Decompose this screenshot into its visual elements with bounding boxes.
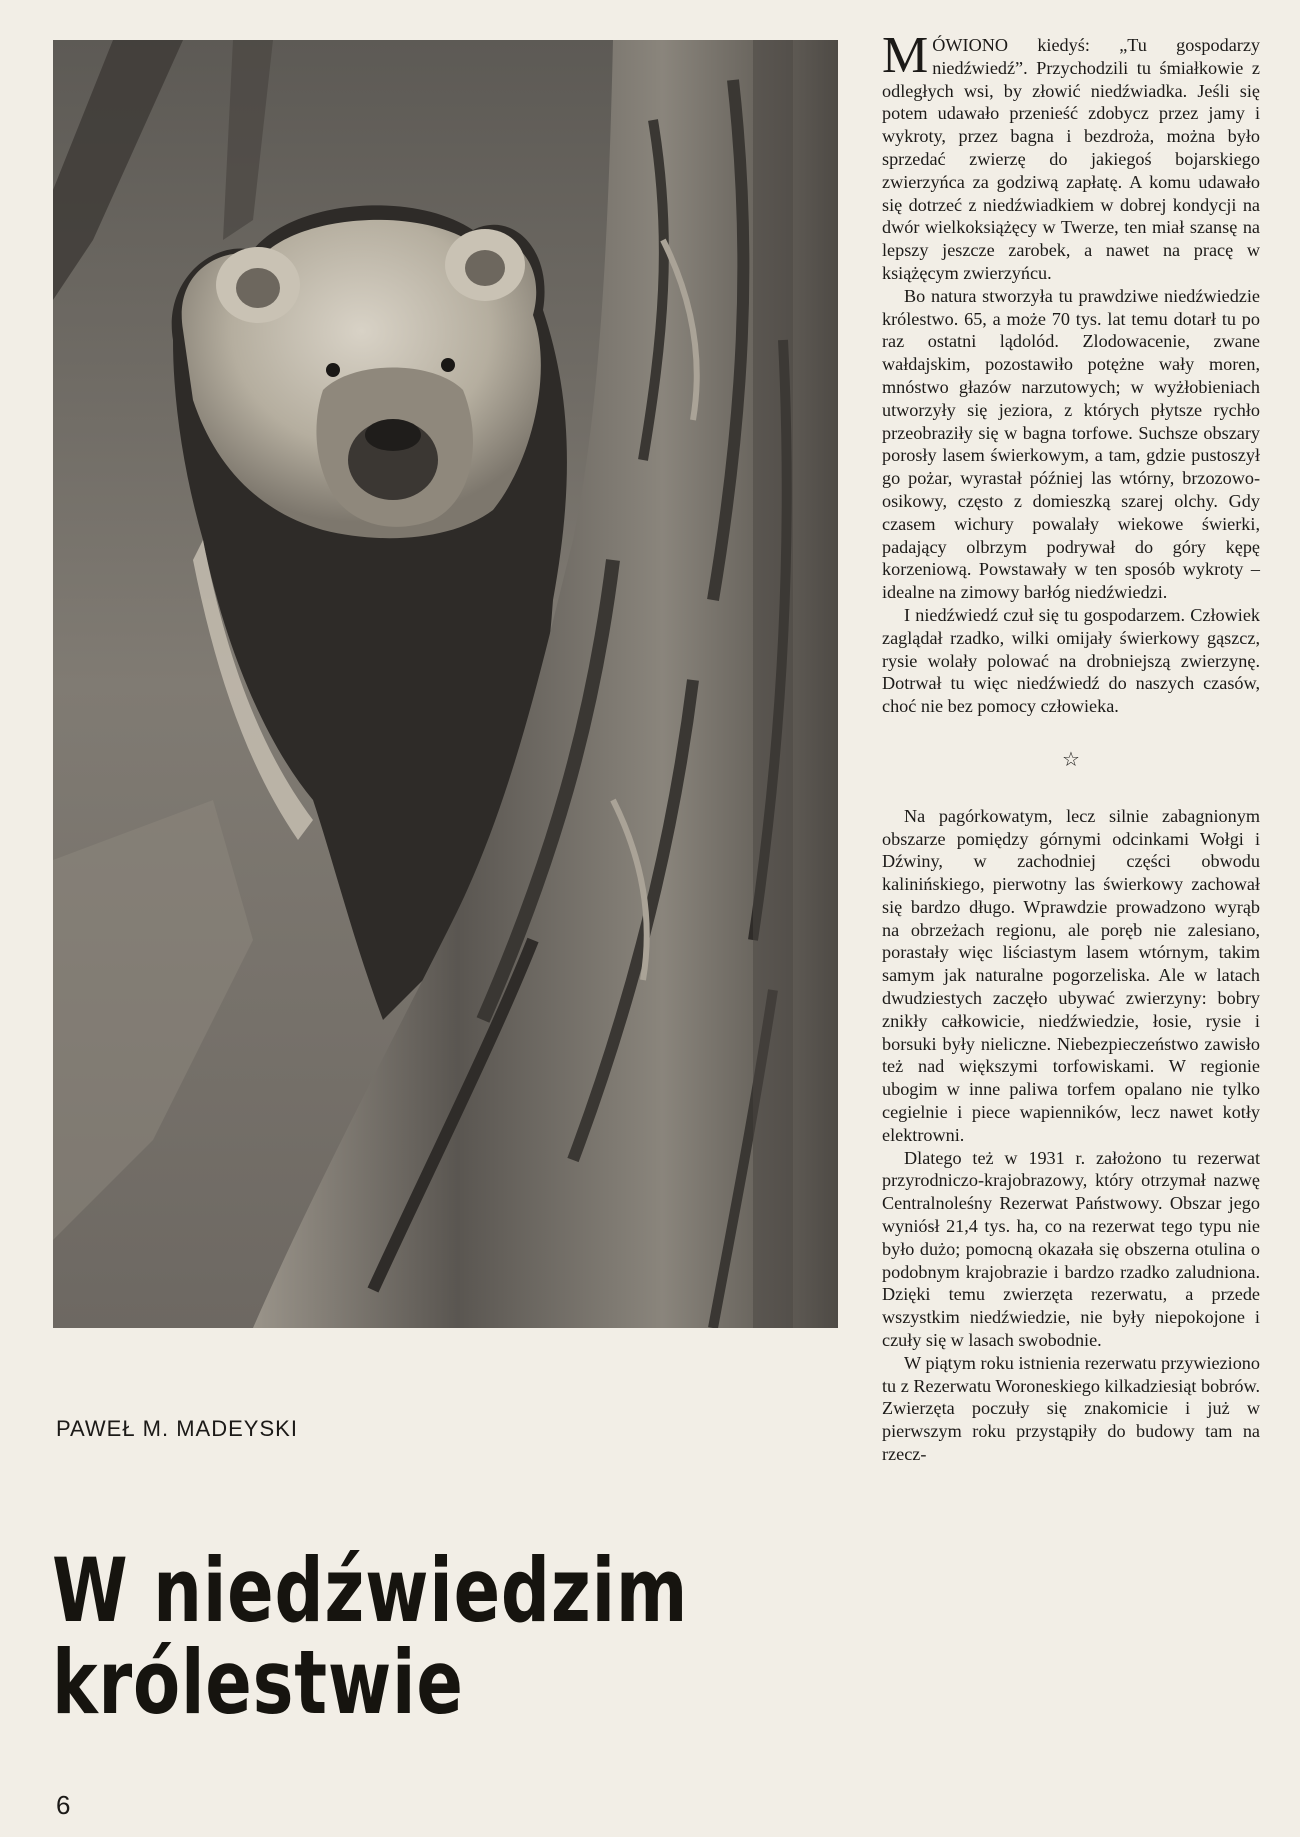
paragraph-6: W piątym roku istnienia rezerwatu przywieziono tu z Rezerwatu Woroneskiego kilkadziesiąt bobrów. Zwierzęta poczuły się znakomicie i już w pierwszym roku przystąpiły do budowy tam na rzecz- [882, 1352, 1260, 1465]
paragraph-4: Na pagórkowatym, lecz silnie zabagnionym obszarze pomiędzy górnymi odcinkami Wołgi i Dźwiny, w zachodniej części obwodu kalinińskiego, pierwotny las świerkowy zachował się bardzo długo. Wprawdzie prowadzono wyrąb na obrzeżach regionu, ale poręb nie zalesiano, porastały więc liściastym lasem wtórnym, takim samym jak naturalne pogorzeliska. Ale w latach dwudziestych zaczęło ubywać zwierzyny: bobry znikły całkowicie, niedźwiedzie, łosie, rysie i borsuki były nieliczne. Niebezpieczeństwo zawisło też nad większymi torfowiskami. W regionie ubogim w inne paliwa torfem opalano nie tylko cegielnie i piece wapienników, lecz nawet kotły elektrowni. [882, 805, 1260, 1145]
bear-photo-illustration [53, 40, 838, 1328]
paragraph-3: I niedźwiedź czuł się tu gospodarzem. Człowiek zaglądał rzadko, wilki omijały świerkowy gąszcz, rysie wolały polować na drobniejszą zwierzynę. Dotrwał tu więc niedźwiedź do naszych czasów, choć nie bez pomocy człowieka. [882, 604, 1260, 717]
paragraph-1-text: ÓWIONO kiedyś: „Tu gospodarzy niedźwiedź”. Przychodzili tu śmiałkowie z odległych wsi, by złowić niedźwiadka. Jeśli się potem udawało przenieść zdobycz przez jamy i wykroty, przez bagna i bezdroża, można było sprzedać zwierzę do jakiegoś bojarskiego zwierzyńca za godziwą zapłatę. A komu udawało się dotrzeć z niedźwiadkiem w dobrej kondycji na dwór wielkoksiążęcy w Twerze, ten miał szansę na lepszy jeszcze zarobek, a nawet na pracę w książęcym zwierzyńcu. [882, 35, 1260, 283]
article-title [52, 1539, 689, 1734]
article-title-line-1: W niedźwiedzim [52, 1539, 689, 1642]
article-title-line-2: królestwie [52, 1631, 464, 1734]
author-name: PAWEŁ M. MADEYSKI [56, 1416, 298, 1441]
bear-photo [53, 40, 838, 1328]
drop-cap: M [882, 27, 929, 84]
star-divider-icon: ☆ [1062, 746, 1080, 771]
article-body [882, 27, 1260, 1466]
paragraph-5: Dlatego też w 1931 r. założono tu rezerwat przyrodniczo-krajobrazowy, który otrzymał nazwę Centralnoleśny Rezerwat Państwowy. Obszar jego wyniósł 21,4 tys. ha, co na rezerwat tego typu nie było dużo; pomocną okazała się obszerna otulina o podobnym krajobrazie i bardzo rzadko zaludniona. Dzięki temu zwierzęta rezerwatu, a przede wszystkim niedźwiedzie, nie były niepokojone i czuły się w lasach swobodnie. [882, 1147, 1260, 1351]
paragraph-1 [882, 27, 1260, 285]
paragraph-2: Bo natura stworzyła tu prawdziwe niedźwiedzie królestwo. 65, a może 70 tys. lat temu dotarł tu po raz ostatni lądolód. Zlodowacenie, zwane wałdajskim, pozostawiło potężne wały moren, mnóstwo głazów narzutowych; w wyżłobieniach utworzyły się jeziora, z których płytsze rychło przeobraziły się w bagna torfowe. Suchsze obszary porosły lasem świerkowym, a tam, gdzie pustoszył go pożar, wyrastał później las wtórny, brzozowo-osikowy, często z domieszką szarej olchy. Gdy czasem wichury powalały wiekowe świerki, padający olbrzym podrywał do góry kępę korzeniową. Powstawały w ten sposób wykroty – idealne na zimowy barłóg niedźwiedzi. [882, 285, 1260, 603]
page-number: 6 [56, 1790, 71, 1820]
